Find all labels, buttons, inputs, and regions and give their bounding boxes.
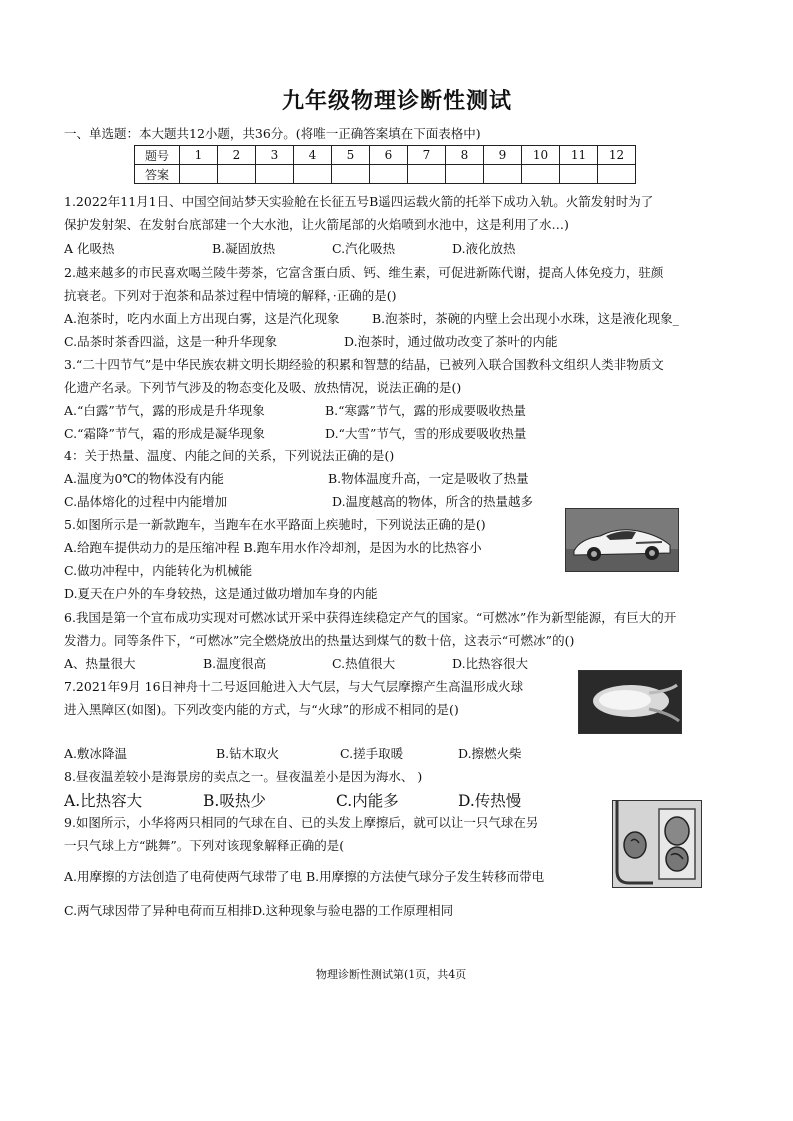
q2-option-c: C.品茶时茶香四溢，这是一种升华现象 (64, 334, 278, 349)
answer-cell[interactable] (598, 165, 636, 184)
q7-stem-line-1: 7.2021年9月 16日神舟十二号返回舱进入大气层，与大气层摩擦产生高温形成火球 (64, 679, 524, 694)
question-number-cell: 11 (560, 146, 598, 165)
q3-option-c: C.“霜降”节气，霜的形成是凝华现象 (64, 426, 265, 441)
q4-stem: 4：关于热量、温度、内能之间的关系，下列说法正确的是() (64, 448, 395, 463)
q3-stem-line-1: 3.“二十四节气”是中华民族农耕文明长期经验的积累和智慧的结晶，已被列入联合国教科文组织人类非物质文 (64, 357, 664, 372)
q6-option-c: C.热值很大 (332, 656, 396, 671)
q6-option-a: A、热量很大 (64, 656, 136, 671)
q8-option-b: B.吸热少 (203, 792, 266, 810)
q4-option-a: A.温度为0℃的物体没有内能 (64, 471, 224, 486)
q8-option-c: C.内能多 (336, 792, 399, 810)
table-row (135, 165, 636, 184)
fireball-capsule-photo (578, 670, 682, 734)
q2-option-b: B.泡茶时，茶碗的内壁上会出现小水珠，这是液化现象_ (372, 311, 679, 326)
answer-cell[interactable] (484, 165, 522, 184)
q5-stem: 5.如图所示是一新款跑车，当跑车在水平路面上疾驰时，下列说法正确的是() (64, 517, 486, 532)
answer-table (134, 145, 636, 184)
answer-cell[interactable] (218, 165, 256, 184)
question-number-cell: 6 (370, 146, 408, 165)
q5-option-d: D.夏天在户外的车身较热，这是通过做功增加车身的内能 (64, 586, 378, 601)
balloons-photo (612, 800, 702, 888)
question-number-cell: 7 (408, 146, 446, 165)
question-number-cell: 9 (484, 146, 522, 165)
question-number-cell: 5 (332, 146, 370, 165)
q5-option-ab: A.给跑车提供动力的是压缩冲程 B.跑车用水作冷却剂，是因为水的比热容小 (64, 540, 482, 555)
answer-cell[interactable] (256, 165, 294, 184)
answer-cell[interactable] (294, 165, 332, 184)
q1-option-c: C.汽化吸热 (332, 241, 396, 256)
q3-option-b: B.“寒露”节气，露的形成要吸收热量 (325, 403, 526, 418)
answer-cell[interactable] (332, 165, 370, 184)
table-row-label: 题号 (135, 146, 180, 165)
answer-cell[interactable] (180, 165, 218, 184)
q6-stem-line-1: 6.我国是第一个宣布成功实现对可燃冰试开采中获得连续稳定产气的国家。“可燃冰”作为新型能源，有巨大的开 (64, 610, 677, 625)
q9-option-ab: A.用摩擦的方法创造了电荷使两气球带了电 B.用摩擦的方法使气球分子发生转移而带电 (64, 869, 545, 884)
answer-cell[interactable] (522, 165, 560, 184)
q7-stem-line-2: 进入黑障区(如图)。下列改变内能的方式，与“火球”的形成不相同的是() (64, 702, 459, 717)
q4-option-b: B.物体温度升高，一定是吸收了热量 (328, 471, 529, 486)
q2-stem-line-2: 抗衰老。下列对于泡茶和品茶过程中情境的解释，·正确的是() (64, 288, 397, 303)
q7-option-b: B.钻木取火 (216, 746, 280, 761)
q1-option-b: B.凝固放热 (212, 241, 276, 256)
answer-cell[interactable] (408, 165, 446, 184)
q8-option-a: A.比热容大 (64, 792, 143, 810)
sports-car-photo (565, 508, 679, 572)
question-number-cell: 2 (218, 146, 256, 165)
balloons-icon (613, 801, 701, 887)
q1-option-a: A 化吸热 (64, 241, 115, 256)
table-row-label: 答案 (135, 165, 180, 184)
question-number-cell: 8 (446, 146, 484, 165)
q3-stem-line-2: 化遗产名录。下列节气涉及的物态变化及吸、放热情况，说法正确的是() (64, 380, 462, 395)
q6-option-b: B.温度很高 (203, 656, 267, 671)
question-number-cell: 10 (522, 146, 560, 165)
answer-cell[interactable] (370, 165, 408, 184)
page-title: 九年级物理诊断性测试 (282, 88, 513, 114)
q2-stem-line-1: 2.越来越多的市民喜欢喝兰陵牛蒡茶，它富含蛋白质、钙、维生素，可促进新陈代谢，提高人体免疫力，驻颜 (64, 265, 664, 280)
q7-option-c: C.搓手取暖 (340, 746, 404, 761)
q9-option-cd: C.两气球因带了异种电荷而互相排D.这种现象与验电器的工作原理相同 (64, 903, 454, 918)
q4-option-c: C.晶体熔化的过程中内能增加 (64, 494, 228, 509)
q9-stem-line-1: 9.如图所示，小华将两只相同的气球在自、已的头发上摩擦后，就可以让一只气球在另 (64, 815, 539, 830)
page-footer: 物理诊断性测试第(1页，共4页 (316, 968, 467, 981)
answer-cell[interactable] (446, 165, 484, 184)
sports-car-icon (566, 509, 678, 571)
q1-stem-line-1: 1.2022年11月1日、中国空间站梦天实验舱在长征五号B遥四运载火箭的托举下成功入轨。火箭发射时为了 (64, 194, 654, 209)
q3-option-d: D.“大雪”节气，雪的形成要吸收热量 (325, 426, 527, 441)
q6-option-d: D.比热容很大 (452, 656, 529, 671)
q7-option-a: A.敷冰降温 (64, 746, 128, 761)
q1-option-d: D.液化放热 (452, 241, 516, 256)
q6-stem-line-2: 发潜力。同等条件下，“可燃冰”完全燃烧放出的热量达到煤气的数十倍，这表示“可燃冰”的() (64, 633, 575, 648)
capsule-icon (579, 671, 681, 733)
question-number-cell: 4 (294, 146, 332, 165)
q1-stem-line-2: 保护发射架、在发射台底部建一个大水池，让火箭尾部的火焰喷到水池中，这是利用了水…) (64, 217, 569, 232)
answer-cell[interactable] (560, 165, 598, 184)
q9-stem-line-2: 一只气球上方“跳舞”。下列对该现象解释正确的是( (64, 838, 345, 853)
q3-option-a: A.“白露”节气，露的形成是升华现象 (64, 403, 265, 418)
q2-option-a: A.泡茶时，吃内水面上方出现白雾，这是汽化现象 (64, 311, 340, 326)
q2-option-d: D.泡茶时，通过做功改变了茶叶的内能 (344, 334, 558, 349)
q4-option-d: D.温度越高的物体，所含的热量越多 (332, 494, 534, 509)
question-number-cell: 3 (256, 146, 294, 165)
q5-option-c: C.做功冲程中，内能转化为机械能 (64, 563, 253, 578)
table-row (135, 146, 636, 165)
q8-option-d: D.传热慢 (458, 792, 522, 810)
q8-stem: 8.昼夜温差较小是海景房的卖点之一。昼夜温差小是因为海水、 ) (64, 769, 423, 784)
section-heading: 一、单选题：本大题共12小题，共36分。(将唯一正确答案填在下面表格中) (64, 126, 481, 141)
q7-option-d: D.擦燃火柴 (458, 746, 522, 761)
question-number-cell: 12 (598, 146, 636, 165)
question-number-cell: 1 (180, 146, 218, 165)
